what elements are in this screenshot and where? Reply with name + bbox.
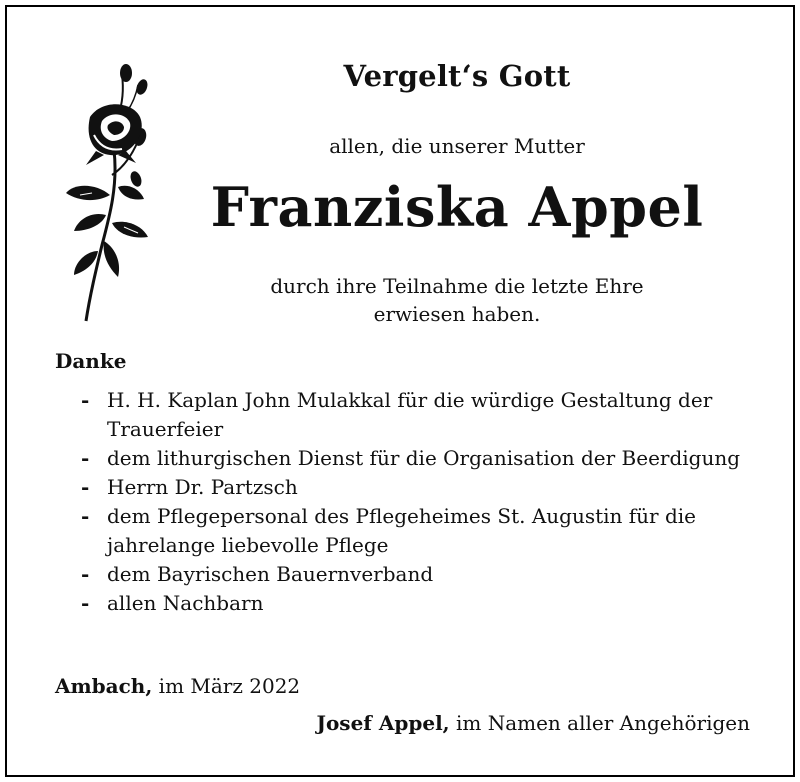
place-date bbox=[55, 674, 300, 698]
list-item bbox=[81, 589, 761, 618]
rose-icon bbox=[52, 55, 162, 325]
heading-vergelts-gott: Vergelt‘s Gott bbox=[343, 59, 571, 93]
list-item-text: Herrn Dr. Partzsch bbox=[107, 475, 298, 499]
outro-line-1: durch ihre Teilnahme die letzte Ehre bbox=[270, 274, 644, 298]
list-item bbox=[81, 444, 761, 473]
list-dash: - bbox=[81, 388, 90, 412]
list-item-text: dem Pflegepersonal des Pflegeheimes St. Augustin für die jahrelange liebevolle Pflege bbox=[107, 504, 696, 557]
signer-name: Josef Appel, bbox=[316, 711, 450, 735]
thanks-list bbox=[81, 386, 761, 618]
outro-text bbox=[207, 272, 707, 328]
list-dash: - bbox=[81, 591, 90, 615]
deceased-name: Franziska Appel bbox=[210, 175, 704, 239]
list-item-text: dem Bayrischen Bauernverband bbox=[107, 562, 434, 586]
list-dash: - bbox=[81, 446, 90, 470]
signer-suffix: im Namen aller Angehörigen bbox=[455, 711, 750, 735]
list-item-text: allen Nachbarn bbox=[107, 591, 264, 615]
obituary-thank-you-notice bbox=[5, 5, 795, 777]
list-item bbox=[81, 386, 761, 444]
date-text: im März 2022 bbox=[158, 674, 301, 698]
list-item-text: dem lithurgischen Dienst für die Organisation der Beerdigung bbox=[107, 446, 741, 470]
list-item bbox=[81, 560, 761, 589]
list-dash: - bbox=[81, 504, 90, 528]
list-item bbox=[81, 473, 761, 502]
intro-text: allen, die unserer Mutter bbox=[329, 134, 585, 158]
list-dash: - bbox=[81, 475, 90, 499]
list-dash: - bbox=[81, 562, 90, 586]
place-name: Ambach, bbox=[55, 674, 153, 698]
outro-line-2: erwiesen haben. bbox=[373, 302, 541, 326]
list-item-text: H. H. Kaplan John Mulakkal für die würdige Gestaltung der Trauerfeier bbox=[107, 388, 713, 441]
signature-line bbox=[317, 711, 751, 735]
thanks-label: Danke bbox=[55, 349, 127, 373]
list-item bbox=[81, 502, 761, 560]
